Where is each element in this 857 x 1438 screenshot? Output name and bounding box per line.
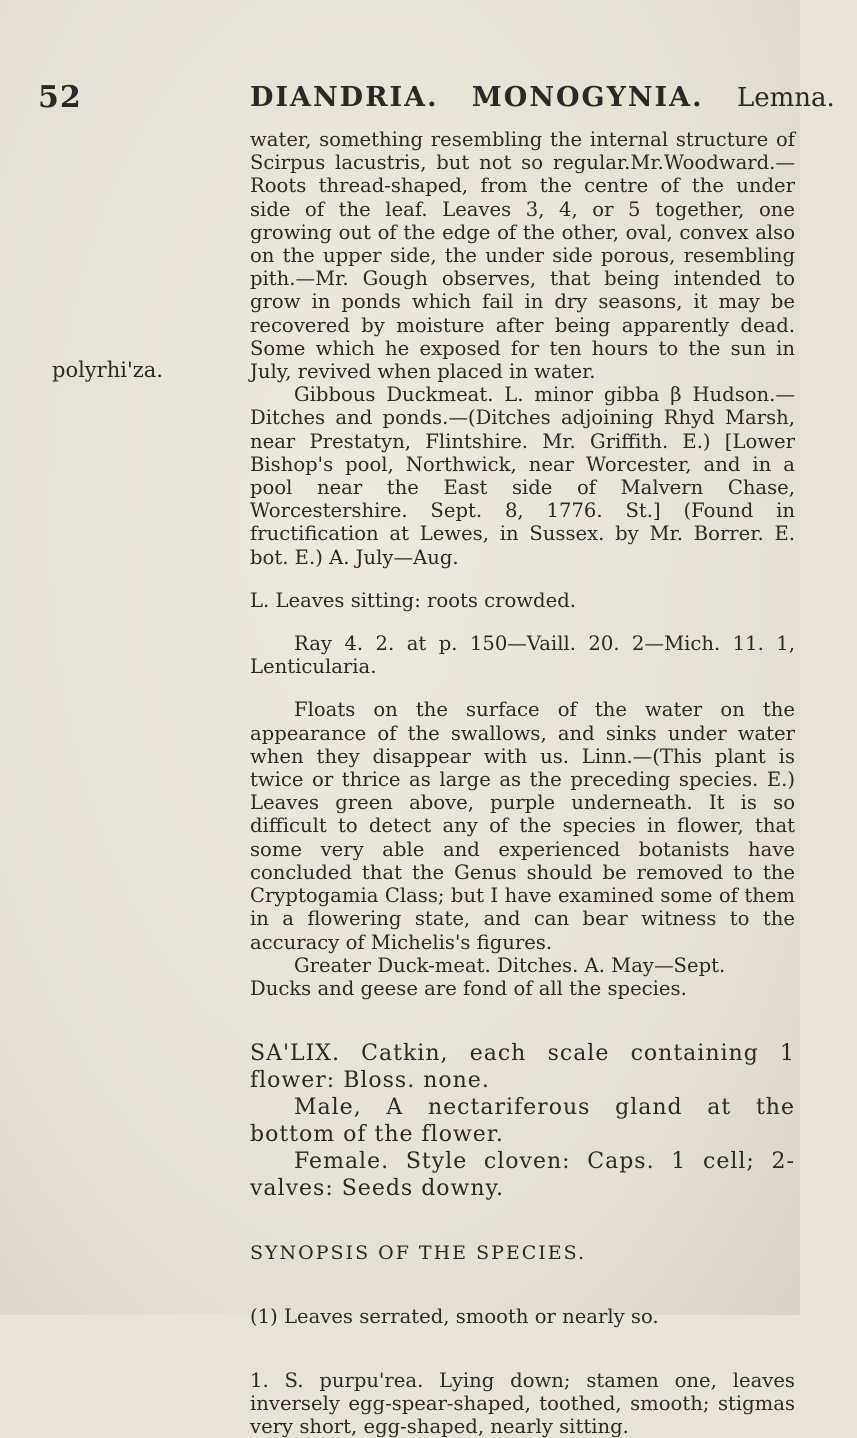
paragraph-ducks-note: Ducks and geese are fond of all the species. [250,976,687,1000]
salix-genus-heading: SA'LIX. Catkin, each scale containing 1 flower: Bloss. none. [250,1041,795,1094]
paragraph-gibbous-duckmeat: Gibbous Duckmeat. L. minor gibba β Hudson.—Ditches and ponds.—(Ditches adjoining Rhyd Marsh, near Prestatyn, Flintshire. Mr. Griffith. E.) [Lower Bishop's pool, Northwick, near Worcester, and in a pool near the East side of Malvern Chase, Worcestershire. Sept. 8, 1776. St.] (Found in fructification at Lewes, in Sussex. by Mr. Borrer. E. bot. E.) A. July—Aug. [250,383,795,569]
class-name: DIANDRIA. [250,82,439,113]
species-purpurea: 1. S. purpu'rea. Lying down; stamen one, leaves inversely egg-spear-shaped, toothed, smooth; stigmas very short, egg-shaped, nearly sitting. [250,1368,795,1438]
synopsis-heading: SYNOPSIS OF THE SPECIES. [250,1242,587,1265]
genus-name: Lemna. [736,83,835,113]
paragraph-polyrhiza-diagnosis: L. Leaves sitting: roots crowded. [250,588,576,612]
order-name: MONOGYNIA. [471,82,704,113]
running-head [250,82,857,113]
paragraph-description: Floats on the surface of the water on the appearance of the swallows, and sinks under water when they disappear with us. Linn.—(This plant is twice or thrice as large as the preceding species. E.) Leaves green above, purple underneath. It is so difficult to detect any of the species in flower, that some very able and experienced botanists have concluded that the Genus should be removed to the Cryptogamia Class; but I have examined some of them in a flowering state, and can bear witness to the accuracy of Michelis's figures. [250,698,795,954]
paragraph-greater-duckmeat: Greater Duck-meat. Ditches. A. May—Sept. [294,953,726,977]
paragraph-references: Ray 4. 2. at p. 150—Vaill. 20. 2—Mich. 11. 1, Lenticularia. [250,632,795,679]
section-subheading: (1) Leaves serrated, smooth or nearly so. [250,1305,659,1329]
margin-species-note: polyrhi'za. [52,358,163,382]
paragraph-trisulca-cont: water, something resembling the internal structure of Scirpus lacustris, but not so regular.Mr.Woodward.—Roots thread-shaped, from the centre of the under side of the leaf. Leaves 3, 4, or 5 together, one growing out of the edge of the other, oval, convex also on the upper side, the under side porous, resembling pith.—Mr. Gough observes, that being intended to grow in ponds which fail in dry seasons, it may be recovered by moisture after being apparently dead. Some which he exposed for ten hours to the sun in July, revived when placed in water. [250,128,795,384]
body-text [250,128,795,1438]
salix-male: Male, A nectariferous gland at the bottom of the flower. [250,1095,795,1148]
page-number: 52 [38,80,82,115]
salix-female: Female. Style cloven: Caps. 1 cell; 2-valves: Seeds downy. [250,1149,795,1202]
